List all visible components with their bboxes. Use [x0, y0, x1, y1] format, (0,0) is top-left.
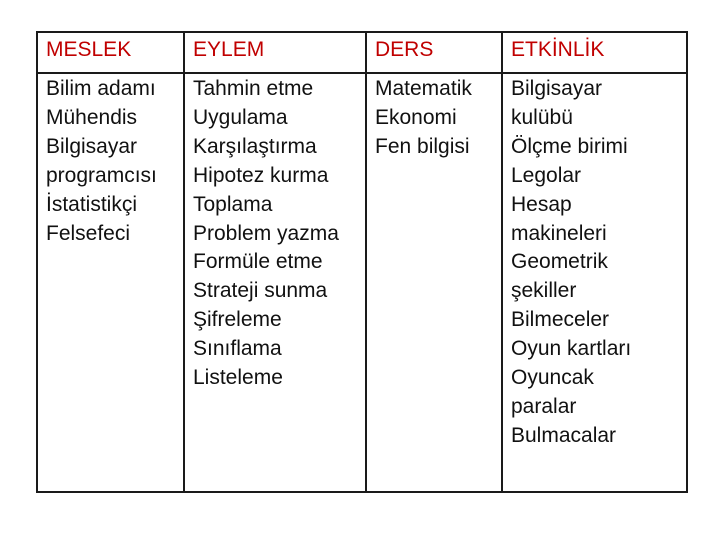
- eylem-line: Problem yazma: [193, 221, 339, 245]
- etkinlik-line: şekiller: [511, 279, 577, 303]
- etkinlik-line: Bilgisayar: [511, 77, 603, 100]
- etkinlik-cell: [502, 73, 687, 492]
- etkinlik-line: makineleri: [511, 221, 607, 245]
- eylem-line: Şifreleme: [193, 308, 282, 332]
- ders-line: Matematik: [375, 77, 472, 100]
- header-meslek: MESLEK: [37, 32, 184, 73]
- meslek-line: Bilgisayar: [46, 134, 138, 158]
- etkinlik-line: Ölçme birimi: [511, 134, 628, 158]
- header-ders: DERS: [366, 32, 502, 73]
- body-row: [37, 73, 687, 492]
- etkinlik-list: [511, 74, 686, 451]
- etkinlik-line: Hesap: [511, 192, 572, 216]
- meslek-line: Felsefeci: [46, 221, 131, 245]
- etkinlik-line: Bilmeceler: [511, 308, 610, 332]
- meslek-line: Bilim adamı: [46, 77, 156, 100]
- etkinlik-line: kulübü: [511, 105, 573, 129]
- ders-list: [375, 74, 501, 162]
- etkinlik-line: Oyuncak: [511, 366, 594, 390]
- eylem-line: Hipotez kurma: [193, 163, 329, 187]
- etkinlik-line: paralar: [511, 394, 577, 418]
- header-eylem: EYLEM: [184, 32, 366, 73]
- eylem-line: Toplama: [193, 192, 273, 216]
- etkinlik-line: Bulmacalar: [511, 423, 617, 447]
- eylem-list: [193, 74, 365, 393]
- eylem-line: Karşılaştırma: [193, 134, 317, 158]
- meslek-list: [46, 74, 183, 248]
- meslek-line: programcısı: [46, 163, 157, 187]
- etkinlik-line: Oyun kartları: [511, 337, 632, 361]
- ders-line: Ekonomi: [375, 105, 457, 129]
- eylem-cell: [184, 73, 366, 492]
- meslek-line: İstatistikçi: [46, 192, 138, 216]
- eylem-line: Uygulama: [193, 105, 288, 129]
- meslek-cell: [37, 73, 184, 492]
- ders-line: Fen bilgisi: [375, 134, 470, 158]
- header-etkinlik: ETKİNLİK: [502, 32, 687, 73]
- eylem-line: Listeleme: [193, 366, 283, 390]
- meslek-line: Mühendis: [46, 105, 138, 129]
- eylem-line: Formüle etme: [193, 250, 323, 274]
- eylem-line: Sınıflama: [193, 337, 282, 361]
- header-row: [37, 32, 687, 73]
- activity-table: [36, 31, 688, 493]
- eylem-line: Tahmin etme: [193, 77, 314, 100]
- ders-cell: [366, 73, 502, 492]
- etkinlik-line: Geometrik: [511, 250, 608, 274]
- eylem-line: Strateji sunma: [193, 279, 328, 303]
- etkinlik-line: Legolar: [511, 163, 582, 187]
